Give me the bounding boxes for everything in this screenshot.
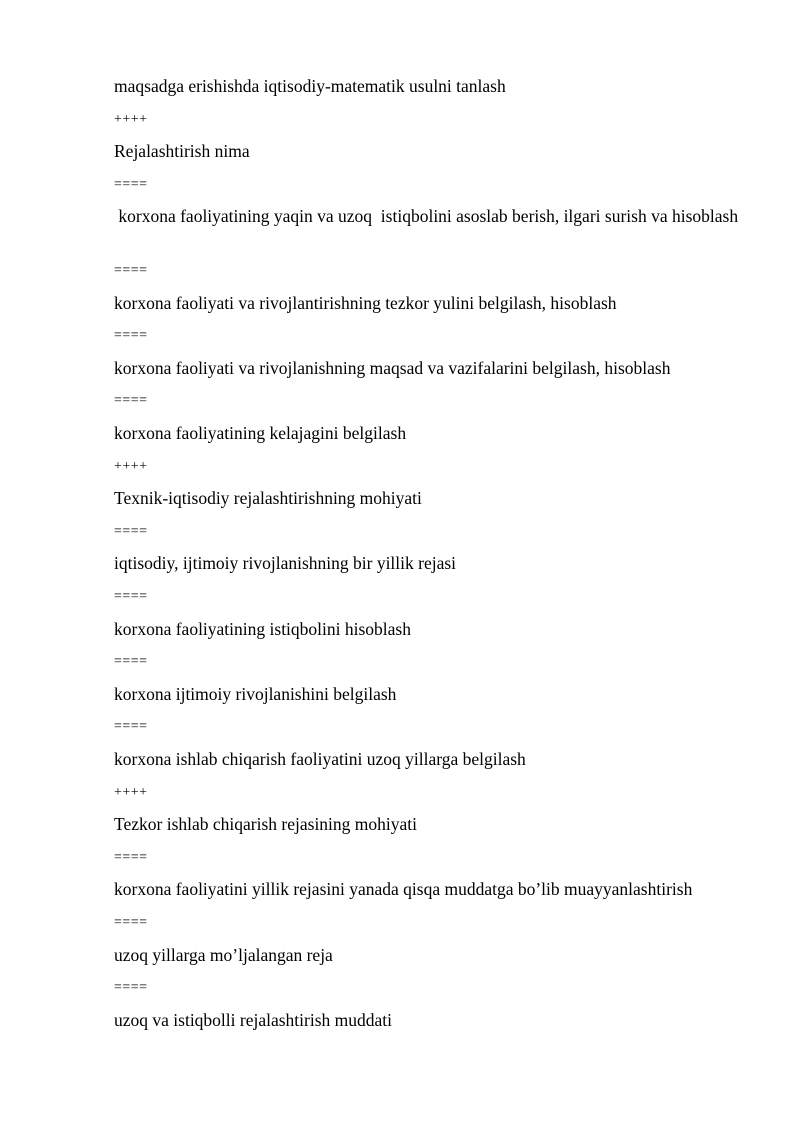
separator-line: ++++ [114,784,148,800]
text-line: korxona faoliyati va rivojlanishning maqsad va vazifalarini belgilash, hisoblash [114,357,671,378]
separator-line: ==== [114,915,148,930]
text-line: maqsadga erishishda iqtisodiy-matematik usulni tanlash [114,76,506,96]
separator-line: ==== [114,849,148,865]
text-line: korxona faoliyatining yaqin va uzoq istiqbolini asoslab berish, ilgari surish va hisoblash [114,206,739,227]
separator-line: ==== [114,393,148,409]
text-line: korxona faoliyati va rivojlantirishning tezkor yulini belgilash, hisoblash [114,292,617,313]
separator-line: ==== [114,980,148,996]
separator-line: ++++ [114,111,148,127]
text-line: uzoq va istiqbolli rejalashtirish muddati [114,1009,393,1030]
separator-line: ==== [114,654,148,670]
text-line: korxona ishlab chiqarish faoliyatini uzoq yillarga belgilash [114,749,526,769]
text-line: uzoq yillarga mo’ljalangan reja [114,944,333,965]
separator-line: ++++ [114,458,148,474]
text-line: korxona faoliyatini yillik rejasini yanada qisqa muddatga bo’lib muayyanlashtirish [114,879,693,900]
separator-line: ==== [114,176,148,192]
separator-line: ==== [114,719,148,735]
text-line: Rejalashtirish nima [114,141,250,162]
separator-line: ==== [114,523,148,539]
text-line: Texnik-iqtisodiy rejalashtirishning mohiyati [114,488,422,509]
text-line: iqtisodiy, ijtimoiy rivojlanishning bir yillik rejasi [114,553,457,574]
separator-line: ==== [114,328,148,344]
separator-line: ==== [114,263,148,278]
text-line: Tezkor ishlab chiqarish rejasining mohiyati [114,814,418,835]
text-line: korxona faoliyatining istiqbolini hisoblash [114,618,411,639]
text-line: korxona ijtimoiy rivojlanishini belgilash [114,683,397,704]
text-line: korxona faoliyatining kelajagini belgilash [114,423,407,443]
separator-line: ==== [114,589,148,604]
